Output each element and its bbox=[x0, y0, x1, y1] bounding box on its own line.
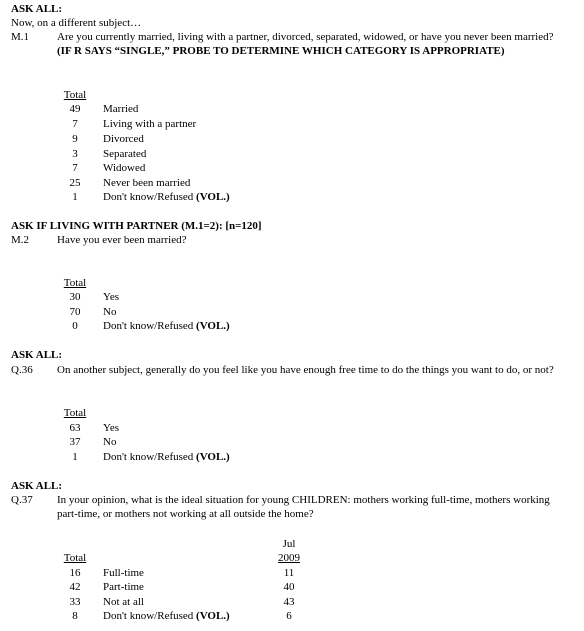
response-value: 25 bbox=[69, 177, 81, 189]
vol-marker: (VOL.) bbox=[196, 451, 230, 463]
intro-text: Now, on a different subject… bbox=[11, 17, 142, 29]
column-header-total: Total bbox=[63, 89, 87, 101]
column-header-total: Total bbox=[63, 407, 87, 419]
response-label: Widowed bbox=[103, 162, 146, 174]
response-label-dk bbox=[103, 319, 230, 333]
response-label: Don't know/Refused bbox=[103, 451, 194, 463]
response-label: Don't know/Refused bbox=[103, 610, 194, 622]
response-label: Don't know/Refused bbox=[103, 191, 194, 203]
response-label: Living with a partner bbox=[103, 118, 197, 130]
response-label: Separated bbox=[103, 148, 147, 160]
response-value: 0 bbox=[72, 320, 78, 332]
response-label: Divorced bbox=[103, 133, 144, 145]
response-value: 33 bbox=[69, 596, 81, 608]
column-header-total: Total bbox=[63, 277, 87, 289]
trend-value: 6 bbox=[286, 610, 292, 622]
response-label: Never been married bbox=[103, 177, 191, 189]
response-value: 30 bbox=[69, 291, 81, 303]
response-value: 70 bbox=[69, 306, 81, 318]
response-value: 7 bbox=[72, 118, 78, 130]
vol-marker: (VOL.) bbox=[196, 191, 230, 203]
question-text-line2: part-time, or mothers not working at all outside the home? bbox=[57, 508, 314, 520]
response-value: 49 bbox=[69, 103, 81, 115]
question-text: Are you currently married, living with a partner, divorced, separated, widowed, or have you never been married? bbox=[57, 31, 554, 43]
section-header: ASK ALL: bbox=[11, 349, 63, 361]
trend-value: 43 bbox=[283, 596, 295, 608]
response-label: Not at all bbox=[103, 596, 144, 608]
section-header: ASK IF LIVING WITH PARTNER (M.1=2): [n=120] bbox=[11, 220, 262, 232]
response-value: 3 bbox=[72, 148, 78, 160]
response-label-dk bbox=[103, 190, 230, 204]
question-id: M.1 bbox=[11, 31, 30, 43]
trend-value: 40 bbox=[283, 581, 295, 593]
question-id: Q.36 bbox=[11, 364, 33, 376]
response-label: Full-time bbox=[103, 567, 144, 579]
response-label: Don't know/Refused bbox=[103, 320, 194, 332]
response-label: Yes bbox=[103, 422, 120, 434]
response-value: 42 bbox=[69, 581, 81, 593]
response-label: Part-time bbox=[103, 581, 144, 593]
section-header: ASK ALL: bbox=[11, 480, 63, 492]
response-label: Yes bbox=[103, 291, 120, 303]
column-header-trend-year: 2009 bbox=[278, 552, 300, 564]
response-value: 1 bbox=[72, 451, 78, 463]
question-id: M.2 bbox=[11, 234, 30, 246]
response-value: 37 bbox=[69, 436, 81, 448]
response-label-dk bbox=[103, 450, 230, 464]
response-value: 9 bbox=[72, 133, 78, 145]
trend-value: 11 bbox=[283, 567, 295, 579]
response-label-dk bbox=[103, 609, 230, 623]
response-value: 1 bbox=[72, 191, 78, 203]
column-header-trend-month: Jul bbox=[282, 538, 296, 550]
response-label: Married bbox=[103, 103, 139, 115]
response-value: 63 bbox=[69, 422, 81, 434]
interviewer-instruction: (IF R SAYS “SINGLE,” PROBE TO DETERMINE WHICH CATEGORY IS APPROPRIATE) bbox=[57, 45, 505, 57]
vol-marker: (VOL.) bbox=[196, 320, 230, 332]
section-header: ASK ALL: bbox=[11, 3, 63, 15]
question-text-line1: In your opinion, what is the ideal situation for young CHILDREN: mothers working full-time, mothers working bbox=[57, 494, 550, 506]
response-value: 8 bbox=[72, 610, 78, 622]
question-id: Q.37 bbox=[11, 494, 33, 506]
response-value: 7 bbox=[72, 162, 78, 174]
column-header-total: Total bbox=[63, 552, 87, 564]
response-label: No bbox=[103, 436, 117, 448]
response-value: 16 bbox=[69, 567, 81, 579]
question-text: On another subject, generally do you feel like you have enough free time to do the things you want to do, or not? bbox=[57, 364, 554, 376]
response-label: No bbox=[103, 306, 117, 318]
question-text: Have you ever been married? bbox=[57, 234, 187, 246]
vol-marker: (VOL.) bbox=[196, 610, 230, 622]
